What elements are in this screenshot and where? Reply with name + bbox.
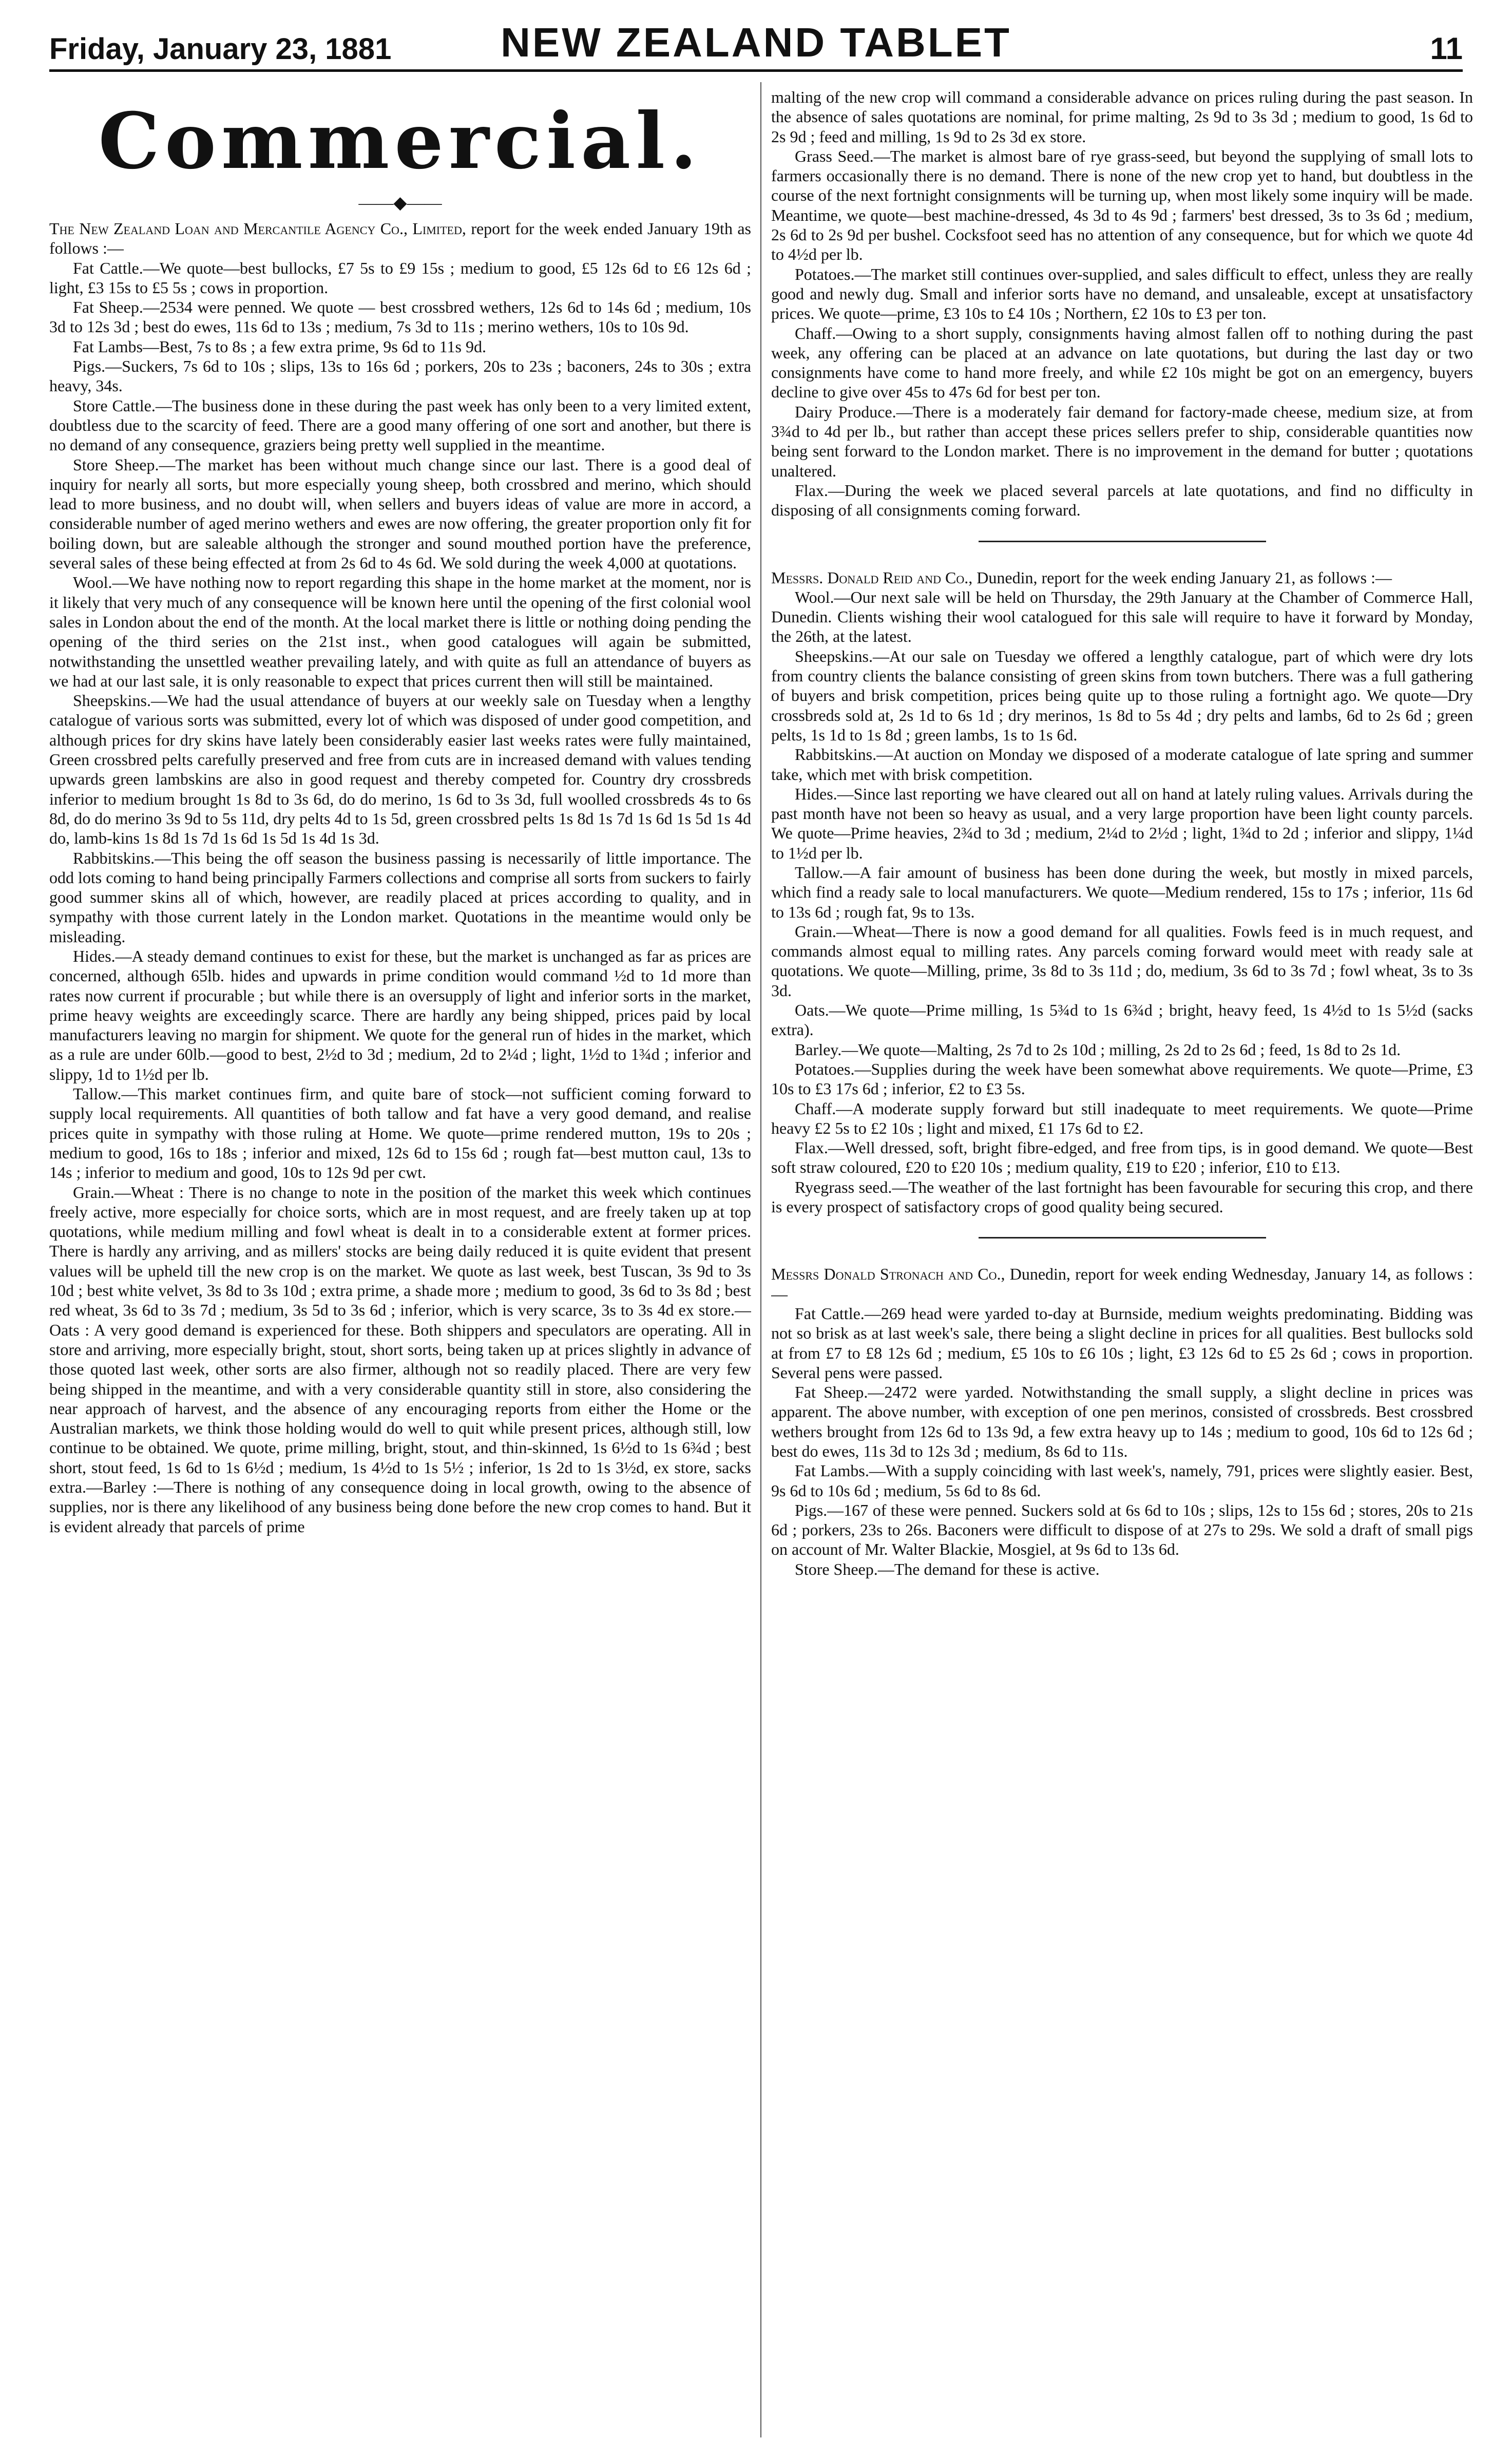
column-divider (760, 82, 761, 2437)
reid-oats-paragraph: Oats.—We quote—Prime milling, 1s 5¾d to 1s 6¾d ; bright, heavy feed, 1s 4½d to 1s 5½d (sacks extra). (771, 1001, 1473, 1039)
stronach-fat-sheep-paragraph: Fat Sheep.—2472 were yarded. Notwithstanding the small supply, a slight decline in prices was apparent. The above number, with exception of one pen merinos, consisted of crossbreds. Best crossbred wethers brought from 12s 6d to 13s 9d, a few extra heavy up to 14s ; medium to good, 10s 6d to 12s 6d ; best do ewes, 11s 3d to 12s 3d ; medium, 8s 6d to 11s. (771, 1383, 1473, 1460)
nz-loan-report-intro (49, 219, 751, 258)
stronach-intro-text: Dunedin, report for week ending Wednesday, January 14, as follows :— (771, 1265, 1473, 1303)
stronach-pigs-paragraph: Pigs.—167 of these were penned. Suckers sold at 6s 6d to 10s ; slips, 12s to 15s 6d ; stores, 20s to 21s 6d ; porkers, 23s to 26s. Baconers were difficult to dispose of at 27s to 29s. We sold a draft of small pigs on account of Mr. Walter Blackie, Mosgiel, at 9s 6d to 13s 6d. (771, 1500, 1473, 1559)
grass-seed-paragraph: Grass Seed.—The market is almost bare of rye grass-seed, but beyond the supplying of small lots to farmers occasionally there is no demand. There is none of the new crop yet to hand, but doubtless in the course of the next fortnight consignments will be turning up, when most likely some inquiry will be made. Meantime, we quote—best machine-dressed, 4s 3d to 4s 9d ; farmers' best dressed, 3s to 3s 6d ; medium, 2s 6d to 2s 9d per bushel. Cocksfoot seed has no attention of any consequence, but for which we quote 4d to 4½d per lb. (771, 146, 1473, 264)
section-separator (979, 541, 1266, 542)
reid-firm-name: Messrs. Donald Reid and Co., (771, 568, 973, 587)
stronach-store-sheep-paragraph: Store Sheep.—The demand for these is active. (795, 1559, 1100, 1578)
stronach-firm-name: Messrs Donald Stronach and Co., (771, 1265, 1005, 1284)
reid-tallow-paragraph: Tallow.—A fair amount of business has been done during the week, but mostly in mixed parcels, which find a ready sale to local manufacturers. We quote—Medium rendered, 15s to 17s ; inferior, 11s 6d to 13s 6d ; rough fat, 9s to 13s. (771, 863, 1473, 921)
page-number: 11 (1430, 31, 1463, 66)
reid-sheepskins-paragraph: Sheepskins.—At our sale on Tuesday we offered a lengthly catalogue, part of which were dry lots from country clients the balance consisting of green skins from town butchers. There was a full gathering of buyers and brisk competition, prices being quite up to those ruling a fortnight ago. We quote—Dry crossbreds sold at, 2s 1d to 6s 1d ; dry merinos, 1s 8d to 5s 4d ; dry pelts and lambs, 6d to 2s 6d ; green pelts, 1s 1d to 1s 8d ; green lambs, 1s to 1s 6d. (771, 646, 1473, 744)
grain-paragraph: Grain.—Wheat : There is no change to note in the position of the market this week which continues freely active, more especially for choice sorts, which are in most request, and are freely taken up at top quotations, while medium milling and fowl wheat is dealt in to a considerable extent at former prices. There is hardly any arriving, and as millers' stocks are being daily reduced it is quite evident that present values will be upheld till the new crop is on the market. We quote as last week, best Tuscan, 3s 9d to 3s 10d ; best white velvet, 3s 8d to 3s 10d ; extra prime, a shade more ; medium to good, 3s 6d to 3s 8d ; best red wheat, 3s 6d to 3s 7d ; medium, 3s 5d to 3s 6d ; inferior, which is very scarce, 3s to 3s 4d ex store.—Oats : A very good demand is experienced for these. Both shippers and speculators are operating. All in store and arriving, more especially bright, stout, short sorts, being taken up at prices slightly in advance of those quoted last week, other sorts are also firmer, although not so readily placed. There are very few being shipped in the meantime, and with a very considerable quantity still in store, also considering the near approach of harvest, and the absence of any encouraging reports from either the Home or the Australian markets, we think those holding would do well to quit while present prices, although still, low continue to be obtained. We quote, prime milling, bright, stout, and thin-skinned, 1s 6½d to 1s 6¾d ; best short, stout feed, 1s 6d to 1s 6½d ; medium, 1s 4½d to 1s 5½ ; inferior, 1s 2d to 1s 3½d, ex store, sacks extra.—Barley :—There is nothing of any consequence doing in local growth, owing to the absence of supplies, nor is there any likelihood of any business being done before the new crop comes to hand. But it is evident already that parcels of prime (49, 1183, 751, 1536)
reid-grain-paragraph: Grain.—Wheat—There is now a good demand for all qualities. Fowls feed is in much request, and commands almost equal to milling rates. Any parcels coming forward would meet with ready sale at quotations. We quote—Milling, prime, 3s 8d to 3s 11d ; do, medium, 3s 6d to 3s 7d ; fowl wheat, 3s to 3s 3d. (771, 922, 1473, 1000)
reid-barley-paragraph: Barley.—We quote—Malting, 2s 7d to 2s 10d ; milling, 2s 2d to 2s 6d ; feed, 1s 8d to 2s 1d. (795, 1040, 1401, 1059)
fat-sheep-paragraph: Fat Sheep.—2534 were penned. We quote — best crossbred wethers, 12s 6d to 14s 6d ; medium, 10s 3d to 12s 3d ; best do ewes, 11s 6d to 13s ; medium, 7s 3d to 11s ; merino wethers, 10s to 10s 9d. (49, 298, 751, 336)
reid-potatoes-paragraph: Potatoes.—Supplies during the week have been somewhat above requirements. We quote—Prime, £3 10s to £3 17s 6d ; inferior, £2 to £3 5s. (771, 1059, 1473, 1098)
nz-loan-intro-text: report for the week ended January 19th as follows :— (49, 219, 751, 258)
reid-report-intro (771, 568, 1473, 587)
stronach-report-intro (771, 1264, 1473, 1304)
reid-chaff-paragraph: Chaff.—A moderate supply forward but still inadequate to meet requirements. We quote—Prime heavy £2 5s to £2 10s ; light and mixed, £1 17s 6d to £2. (771, 1099, 1473, 1137)
reid-wool-paragraph: Wool.—Our next sale will be held on Thursday, the 29th January at the Chamber of Commerce Hall, Dunedin. Clients wishing their wool catalogued for this sale will require to have it forward by Monday, the 26th, at the latest. (771, 587, 1473, 646)
sheepskins-paragraph: Sheepskins.—We had the usual attendance of buyers at our weekly sale on Tuesday when a lengthy catalogue of various sorts was submitted, every lot of which was disposed of under good competition, and although prices for dry skins have lately been considerably easier last weeks rates were fully maintained, Green crossbred pelts carefully preserved and free from cuts are in increased demand with values tending upwards green lambskins are also in good request and thereby competed for. Country dry crossbreds inferior to medium brought 1s 8d to 3s 6d, do do merino, 1s 6d to 3s 3d, full woolled crossbreds 4s to 6s 8d, do do merino 3s 9d to 5s 11d, dry pelts 4d to 1s 5d, green crossbred pelts 1s 8d 1s 7d 1s 6d 1s 5d 1s 4d do, lamb-kins 1s 8d 1s 7d 1s 6d 1s 5d 1s 4d 1s 3d. (49, 691, 751, 848)
fat-cattle-paragraph: Fat Cattle.—We quote—best bullocks, £7 5s to £9 15s ; medium to good, £5 12s 6d to £6 12s 6d ; light, £3 15s to £5 5s ; cows in proportion. (49, 258, 751, 297)
chaff-paragraph: Chaff.—Owing to a short supply, consignments having almost fallen off to nothing during the past week, any offering can be placed at an advance on late quotations, but during the last day or two consignments have come to hand more freely, and while £2 10s might be got on an emergency, buyers decline to give over 45s to 47s 6d for best per ton. (771, 323, 1473, 402)
tallow-paragraph: Tallow.—This market continues firm, and quite bare of stock—not sufficient coming forward to supply local requirements. All quantities of both tallow and fat have a very good demand, and realise prices quite in sympathy with those ruling at Home. We quote—prime rendered mutton, 19s to 20s ; medium to good, 16s to 18s ; inferior and mixed, 12s 6d to 15s 6d ; rough fat—best mutton caul, 13s to 14s ; inferior to medium and good, 10s to 12s 9d per cwt. (49, 1084, 751, 1182)
hides-paragraph: Hides.—A steady demand continues to exist for these, but the market is unchanged as far as prices are concerned, although 65lb. hides and upwards in prime condition would command ½d to 1d more than rates now current if procurable ; but while there is an oversupply of light and inferior sorts in the market, prime heavy weights are exceedingly scarce. There are hardly any being shipped, prices paid by local manufacturers leaving no margin for shipment. We quote for the general run of hides in the market, which as a rule are under 60lb.—good to best, 2½d to 3d ; medium, 2d to 2¼d ; light, 1½d to 1¾d ; inferior and slippy, 1d to 1½d per lb. (49, 946, 751, 1083)
reid-flax-paragraph: Flax.—Well dressed, soft, bright fibre-edged, and free from tips, is in good demand. We quote—Best soft straw coloured, £20 to £20 10s ; medium quality, £19 to £20 ; inferior, £10 to £13. (771, 1138, 1473, 1177)
ornament-divider: ——◆—— (358, 194, 442, 213)
wool-paragraph: Wool.—We have nothing now to report regarding this shape in the home market at the moment, nor is it likely that very much of any consequence will be known here until the opening of the first colonial wool sales in London about the end of the month. At the local market there is little or nothing doing pending the opening of the third series on the 21st inst., when good catalogues will again be submitted, notwithstanding the unsettled weather prevailing lately, and with quite as full an attendance of buyers as we had at our last sale, it is only reasonable to expect that prices current then will still be maintained. (49, 573, 751, 690)
store-sheep-paragraph: Store Sheep.—The market has been without much change since our last. There is a good deal of inquiry for nearly all sorts, but more especially young sheep, both crossbred and merino, which should lead to more business, and no doubt will, when sellers and buyers ideas of value are more in accord, a considerable number of aged merino wethers and ewes are now offering, the greater proportion only fit for boiling down, but are saleable although the stronger and sound mouthed portion have the preference, several sales of these being effected at from 2s 6d to 4s 6d. We sold during the week 4,000 at quotations. (49, 455, 751, 573)
reid-hides-paragraph: Hides.—Since last reporting we have cleared out all on hand at lately ruling values. Arrivals during the past month have not been so heavy as usual, and a very large proportion have been light county parcels. We quote—Prime heavies, 2¾d to 3d ; medium, 2¼d to 2½d ; light, 1¾d to 2d ; inferior and slippy, 1¼d to 1½d per lb. (771, 784, 1473, 862)
rabbitskins-paragraph: Rabbitskins.—This being the off season the business passing is necessarily of little importance. The odd lots coming to hand being principally Farmers collections and comprise all sorts from suckers to fairly good summer skins all of which, however, are readily placed at prices according to quality, and in sympathy with those current lately in the London market. Quotations in the meantime would only be misleading. (49, 848, 751, 946)
newspaper-title: NEW ZEALAND TABLET (501, 20, 1011, 65)
reid-ryegrass-paragraph: Ryegrass seed.—The weather of the last fortnight has been favourable for securing this crop, and there is every prospect of satisfactory crops of good quality being secured. (771, 1177, 1473, 1216)
dairy-produce-paragraph: Dairy Produce.—There is a moderately fair demand for factory-made cheese, medium size, at from 3¾d to 4d per lb., but rather than accept these prices sellers prefer to ship, considerable quantities now being sent forward to the London market. There is no improvement in the demand for butter ; quotations unaltered. (771, 402, 1473, 480)
reid-rabbitskins-paragraph: Rabbitskins.—At auction on Monday we disposed of a moderate catalogue of late spring and summer take, which met with brisk competition. (771, 745, 1473, 784)
barley-continuation: malting of the new crop will command a considerable advance on prices ruling during the past season. In the absence of sales quotations are nominal, for prime malting, 2s 9d to 3s 3d ; medium to good, 1s 6d to 2s 9d ; feed and milling, 1s 9d to 2s 3d ex store. (771, 88, 1473, 146)
section-separator (979, 1237, 1266, 1238)
flax-paragraph: Flax.—During the week we placed several parcels at late quotations, and find no difficulty in disposing of all consignments coming forward. (771, 481, 1473, 520)
reid-intro-text: Dunedin, report for the week ending January 21, as follows :— (977, 568, 1392, 587)
issue-date: Friday, January 23, 1881 (49, 32, 392, 66)
left-column (49, 87, 751, 2437)
stronach-fat-cattle-paragraph: Fat Cattle.—269 head were yarded to-day at Burnside, medium weights predominating. Bidding was not so brisk as at last week's sale, there being a slight decline in prices for all qualities. Best bullocks sold at from £7 to £8 12s 6d ; medium, £5 10s to £6 10s ; light, £3 12s 6d to £5 2s 6d ; cows in proportion. Several pens were passed. (771, 1304, 1473, 1382)
store-cattle-paragraph: Store Cattle.—The business done in these during the past week has only been to a very limited extent, doubtless due to the scarcity of feed. There are a good many offering of one sort and another, but there is no demand of any consequence, graziers being pretty well supplied in the meantime. (49, 396, 751, 454)
pigs-paragraph: Pigs.—Suckers, 7s 6d to 10s ; slips, 13s to 16s 6d ; porkers, 20s to 23s ; baconers, 24s to 30s ; extra heavy, 34s. (49, 357, 751, 395)
nz-loan-firm-name: The New Zealand Loan and Mercantile Agency Co., Limited, (49, 219, 466, 238)
right-column (771, 87, 1473, 2437)
page-header (49, 0, 1463, 72)
potatoes-paragraph: Potatoes.—The market still continues over-supplied, and sales difficult to effect, unless they are really good and newly dug. Small and inferior sorts have no demand, and unsaleable, except at unsatisfactory prices. We quote—prime, £3 10s to £4 10s ; Northern, £2 10s to £3 per ton. (771, 264, 1473, 323)
section-masthead: Commercial. (98, 96, 702, 186)
stronach-fat-lambs-paragraph: Fat Lambs.—With a supply coinciding with last week's, namely, 791, prices were slightly easier. Best, 9s 6d to 10s 6d ; medium, 5s 6d to 8s 6d. (771, 1461, 1473, 1500)
fat-lambs-paragraph: Fat Lambs—Best, 7s to 8s ; a few extra prime, 9s 6d to 11s 9d. (73, 337, 486, 356)
